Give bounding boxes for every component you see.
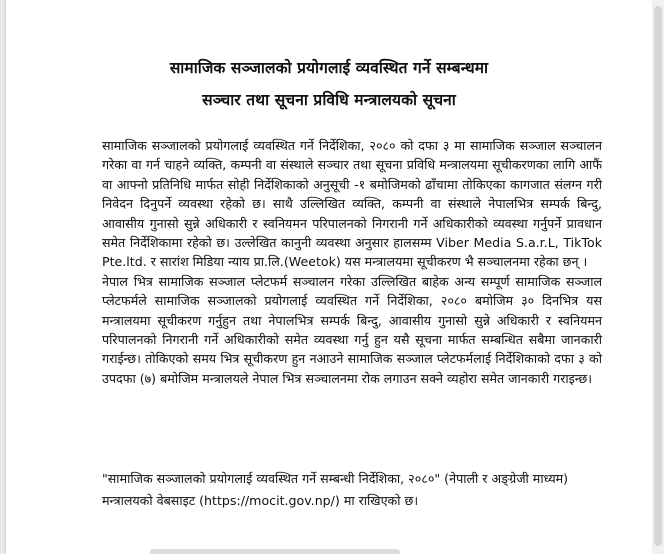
document-page — [6, 0, 652, 554]
scrollbar-thumb[interactable] — [654, 6, 662, 546]
document-body — [102, 136, 602, 388]
paragraph-1: सामाजिक सञ्जालको प्रयोगलाई व्यवस्थित गर्ने निर्देशिका, २०८० को दफा ३ मा सामाजिक सञ्जाल सञ्चालन गरेका वा गर्न चाहने व्यक्ति, कम्पनी वा संस्थाले सञ्चार तथा सूचना प्रविधि मन्त्रालयमा सूचीकरणका लागि आफैं वा आफ्नो प्रतिनिधि मार्फत सोही निर्देशिकाको अनुसूची -१ बमोजिमको ढाँचामा तोकिएका कागजात संलग्न गरी निवेदन दिनुपर्ने व्यवस्था रहेको छ। साथै उल्लिखित व्यक्ति, कम्पनी वा संस्थाले नेपालभित्र सम्पर्क बिन्दु, आवासीय गुनासो सुन्ने अधिकारी र स्वनियमन परिपालनको निगरानी गर्ने अधिकारीको व्यवस्था गर्नुपर्ने प्रावधान समेत निर्देशिकामा रहेको छ। उल्लेखित कानुनी व्यवस्था अनुसार हालसम्म Viber Media S.a.r.L, TikTok Pte.ltd. र सारांश मिडिया न्याय प्रा.लि.(Weetok) यस मन्त्रालयमा सूचीकरण भै सञ्चालनमा रहेका छन् । — [102, 138, 602, 270]
document-footnote: "सामाजिक सञ्जालको प्रयोगलाई व्यवस्थित गर्ने सम्बन्धी निर्देशिका, २०८०" (नेपाली र अङ्ग्रेजी माध्यम) मन्त्रालयको वेबसाइट (https://mocit.gov.np/) मा राखिएको छ। — [102, 471, 569, 508]
paragraph-2: नेपाल भित्र सामाजिक सञ्जाल प्लेटफर्म सञ्चालन गरेका उल्लिखित बाहेक अन्य सम्पूर्ण सामाजिक सञ्जाल प्लेटफर्मले सामाजिक सञ्जालको प्रयोगलाई व्यवस्थित गर्ने निर्देशिका, २०८० बमोजिम ३० दिनभित्र यस मन्त्रालयमा सूचीकरण गर्नुहुन तथा नेपालभित्र सम्पर्क बिन्दु, आवासीय गुनासो सुन्ने अधिकारी र स्वनियमन परिपालनको निगरानी गर्ने अधिकारीको समेत व्यवस्था गर्नु हुन यसै सूचना मार्फत सम्बन्धित सबैमा जानकारी गराईन्छ। तोकिएको समय भित्र सूचीकरण हुन नआउने सामाजिक सञ्जाल प्लेटफर्मलाई निर्देशिकाको दफा ३ को उपदफा (७) बमोजिम मन्त्रालयले नेपाल भित्र सञ्चालनमा रोक लगाउन सक्ने व्यहोरा समेत जानकारी गराइन्छ। — [102, 273, 602, 386]
document-subtitle: सञ्चार तथा सूचना प्रविधि मन्त्रालयको सूचना — [202, 91, 456, 109]
document-title: सामाजिक सञ्जालको प्रयोगलाई व्यवस्थित गर्ने सम्बन्धमा — [169, 59, 489, 77]
bottom-scroll-indicator — [150, 549, 400, 554]
vertical-scrollbar[interactable] — [652, 0, 664, 554]
